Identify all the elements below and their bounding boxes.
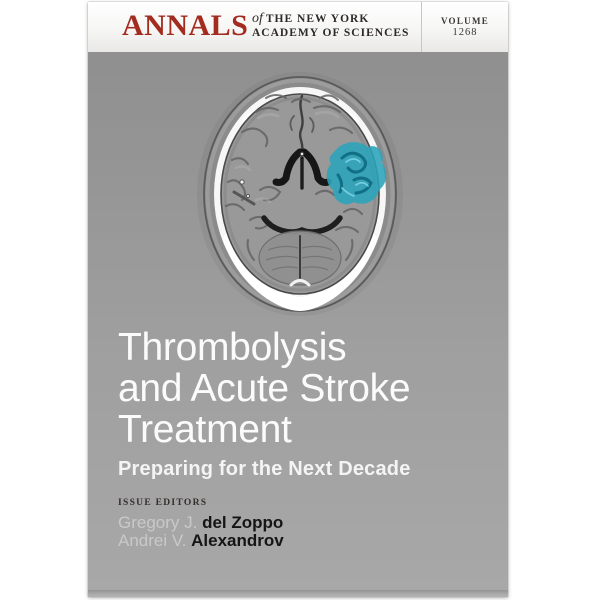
calcification-speck-2 [246, 194, 249, 197]
academy-line1 [252, 12, 409, 27]
academy-name [252, 12, 409, 40]
title-line-3: Treatment [118, 408, 292, 451]
title-block [118, 327, 411, 481]
editor-name [118, 532, 284, 550]
cover-bottom-edge [88, 590, 508, 597]
editor-first-name: Gregory J. [118, 513, 198, 532]
academy-line1-text: THE NEW YORK [265, 13, 370, 25]
editors-block [118, 498, 284, 550]
issue-editors-label: ISSUE EDITORS [118, 498, 208, 508]
academy-line2: ACADEMY OF SCIENCES [252, 26, 410, 39]
title-line-1: Thrombolysis [118, 326, 347, 369]
subtitle: Preparing for the Next Decade [118, 458, 411, 480]
editor-first-name: Andrei V. [118, 531, 187, 550]
editor-last-name: Alexandrov [191, 531, 284, 550]
annals-wordmark: ANNALS [122, 9, 249, 42]
editor-name [118, 514, 284, 532]
editor-last-name: del Zoppo [202, 513, 284, 532]
cerebellum [259, 231, 341, 285]
volume-label: VOLUME [440, 16, 490, 26]
journal-cover [88, 2, 508, 597]
of-word: of [252, 11, 263, 26]
title-line-2: and Acute Stroke [118, 367, 411, 410]
calcification-speck-1 [240, 180, 244, 184]
header-band [88, 2, 508, 53]
volume-box [421, 2, 508, 52]
brain-mri-image [196, 72, 404, 316]
volume-number: 1268 [452, 27, 478, 38]
